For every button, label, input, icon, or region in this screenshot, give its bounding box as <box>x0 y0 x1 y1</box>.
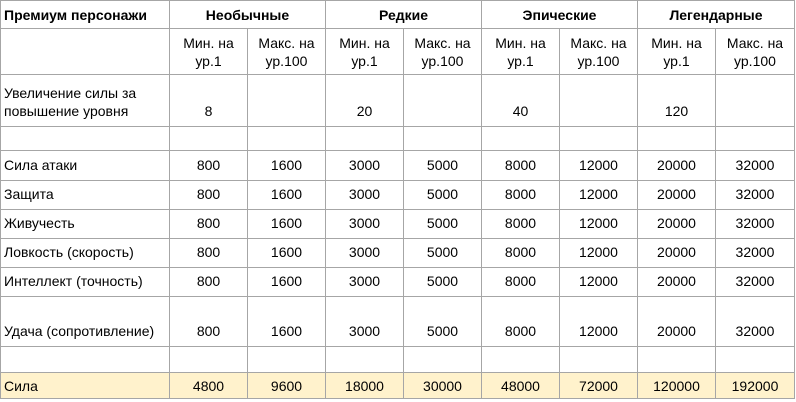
total-cell[interactable]: 48000 <box>482 373 560 399</box>
stat-cell[interactable]: 12000 <box>560 210 638 239</box>
growth-cell[interactable]: 40 <box>482 75 560 127</box>
stat-row-agility <box>1 239 795 268</box>
growth-label[interactable]: Увеличение силы за повышение уровня <box>1 75 170 127</box>
empty-cell[interactable] <box>638 127 716 151</box>
stat-cell[interactable]: 20000 <box>638 268 716 297</box>
empty-cell[interactable] <box>1 347 170 373</box>
stat-cell[interactable]: 1600 <box>248 268 326 297</box>
stat-cell[interactable]: 8000 <box>482 297 560 347</box>
stat-cell[interactable]: 12000 <box>560 181 638 210</box>
empty-cell[interactable] <box>716 347 795 373</box>
stat-cell[interactable]: 20000 <box>638 210 716 239</box>
subheader-min[interactable]: Мин. на ур.1 <box>638 29 716 75</box>
stat-row-luck <box>1 297 795 347</box>
stat-cell[interactable]: 32000 <box>716 210 795 239</box>
stat-cell[interactable]: 20000 <box>638 181 716 210</box>
stat-cell[interactable]: 5000 <box>404 151 482 181</box>
stat-cell[interactable]: 5000 <box>404 297 482 347</box>
stat-cell[interactable]: 800 <box>170 210 248 239</box>
stat-cell[interactable]: 800 <box>170 181 248 210</box>
total-cell[interactable]: 18000 <box>326 373 404 399</box>
stat-row-defense <box>1 181 795 210</box>
subheader-min[interactable]: Мин. на ур.1 <box>482 29 560 75</box>
subheader-row <box>1 29 795 75</box>
stat-cell[interactable]: 800 <box>170 268 248 297</box>
empty-cell[interactable] <box>560 127 638 151</box>
stat-cell[interactable]: 3000 <box>326 239 404 268</box>
stat-label[interactable]: Защита <box>1 181 170 210</box>
stat-label[interactable]: Сила атаки <box>1 151 170 181</box>
stat-cell[interactable]: 32000 <box>716 297 795 347</box>
stat-row-vitality <box>1 210 795 239</box>
stat-cell[interactable]: 12000 <box>560 151 638 181</box>
stat-cell[interactable]: 3000 <box>326 151 404 181</box>
empty-cell[interactable] <box>482 347 560 373</box>
stat-label[interactable]: Ловкость (скорость) <box>1 239 170 268</box>
empty-cell[interactable] <box>638 347 716 373</box>
stat-cell[interactable]: 5000 <box>404 268 482 297</box>
stat-cell[interactable]: 5000 <box>404 239 482 268</box>
stat-cell[interactable]: 12000 <box>560 297 638 347</box>
total-cell[interactable]: 120000 <box>638 373 716 399</box>
total-cell[interactable]: 192000 <box>716 373 795 399</box>
total-cell[interactable]: 4800 <box>170 373 248 399</box>
stat-cell[interactable]: 1600 <box>248 181 326 210</box>
growth-cell[interactable]: 8 <box>170 75 248 127</box>
spacer-row <box>1 127 795 151</box>
stat-row-intellect <box>1 268 795 297</box>
growth-cell[interactable]: 20 <box>326 75 404 127</box>
empty-cell[interactable] <box>248 347 326 373</box>
stat-cell[interactable]: 32000 <box>716 268 795 297</box>
stat-cell[interactable]: 12000 <box>560 239 638 268</box>
stat-cell[interactable]: 5000 <box>404 210 482 239</box>
empty-cell[interactable] <box>1 29 170 75</box>
stat-cell[interactable]: 32000 <box>716 181 795 210</box>
spacer-row <box>1 347 795 373</box>
group-header-uncommon[interactable]: Необычные <box>170 1 326 29</box>
stat-cell[interactable]: 800 <box>170 151 248 181</box>
subheader-max[interactable]: Макс. на ур.100 <box>248 29 326 75</box>
stat-label[interactable]: Удача (сопротивление) <box>1 297 170 347</box>
stat-cell[interactable]: 8000 <box>482 151 560 181</box>
stat-cell[interactable]: 8000 <box>482 268 560 297</box>
table-title[interactable]: Премиум персонажи <box>1 1 170 29</box>
stat-cell[interactable]: 3000 <box>326 268 404 297</box>
stat-cell[interactable]: 3000 <box>326 181 404 210</box>
total-label[interactable]: Сила <box>1 373 170 399</box>
stat-cell[interactable]: 1600 <box>248 297 326 347</box>
growth-cell[interactable] <box>560 75 638 127</box>
growth-row <box>1 75 795 127</box>
subheader-max[interactable]: Макс. на ур.100 <box>560 29 638 75</box>
growth-cell[interactable] <box>404 75 482 127</box>
empty-cell[interactable] <box>326 127 404 151</box>
empty-cell[interactable] <box>326 347 404 373</box>
group-header-legendary[interactable]: Легендарные <box>638 1 795 29</box>
empty-cell[interactable] <box>560 347 638 373</box>
subheader-min[interactable]: Мин. на ур.1 <box>170 29 248 75</box>
stat-cell[interactable]: 800 <box>170 239 248 268</box>
stat-cell[interactable]: 32000 <box>716 239 795 268</box>
empty-cell[interactable] <box>170 347 248 373</box>
stat-cell[interactable]: 1600 <box>248 239 326 268</box>
stat-cell[interactable]: 12000 <box>560 268 638 297</box>
empty-cell[interactable] <box>170 127 248 151</box>
stat-cell[interactable]: 20000 <box>638 297 716 347</box>
growth-cell[interactable] <box>716 75 795 127</box>
empty-cell[interactable] <box>404 127 482 151</box>
stat-cell[interactable]: 8000 <box>482 239 560 268</box>
stat-label[interactable]: Живучесть <box>1 210 170 239</box>
growth-cell[interactable] <box>248 75 326 127</box>
stat-cell[interactable]: 3000 <box>326 297 404 347</box>
total-power-row <box>1 373 795 399</box>
empty-cell[interactable] <box>248 127 326 151</box>
empty-cell[interactable] <box>1 127 170 151</box>
subheader-min[interactable]: Мин. на ур.1 <box>326 29 404 75</box>
stat-cell[interactable]: 800 <box>170 297 248 347</box>
stat-cell[interactable]: 1600 <box>248 210 326 239</box>
total-cell[interactable]: 9600 <box>248 373 326 399</box>
subheader-max[interactable]: Макс. на ур.100 <box>716 29 795 75</box>
stat-cell[interactable]: 1600 <box>248 151 326 181</box>
header-row <box>1 1 795 29</box>
empty-cell[interactable] <box>404 347 482 373</box>
empty-cell[interactable] <box>482 127 560 151</box>
stat-label[interactable]: Интеллект (точность) <box>1 268 170 297</box>
growth-cell[interactable]: 120 <box>638 75 716 127</box>
stat-cell[interactable]: 5000 <box>404 181 482 210</box>
stat-row-attack <box>1 151 795 181</box>
total-cell[interactable]: 30000 <box>404 373 482 399</box>
stat-cell[interactable]: 20000 <box>638 239 716 268</box>
stat-cell[interactable]: 3000 <box>326 210 404 239</box>
subheader-max[interactable]: Макс. на ур.100 <box>404 29 482 75</box>
group-header-rare[interactable]: Редкие <box>326 1 482 29</box>
empty-cell[interactable] <box>716 127 795 151</box>
stat-cell[interactable]: 8000 <box>482 210 560 239</box>
stat-cell[interactable]: 32000 <box>716 151 795 181</box>
stat-cell[interactable]: 8000 <box>482 181 560 210</box>
group-header-epic[interactable]: Эпические <box>482 1 638 29</box>
stat-cell[interactable]: 20000 <box>638 151 716 181</box>
total-cell[interactable]: 72000 <box>560 373 638 399</box>
